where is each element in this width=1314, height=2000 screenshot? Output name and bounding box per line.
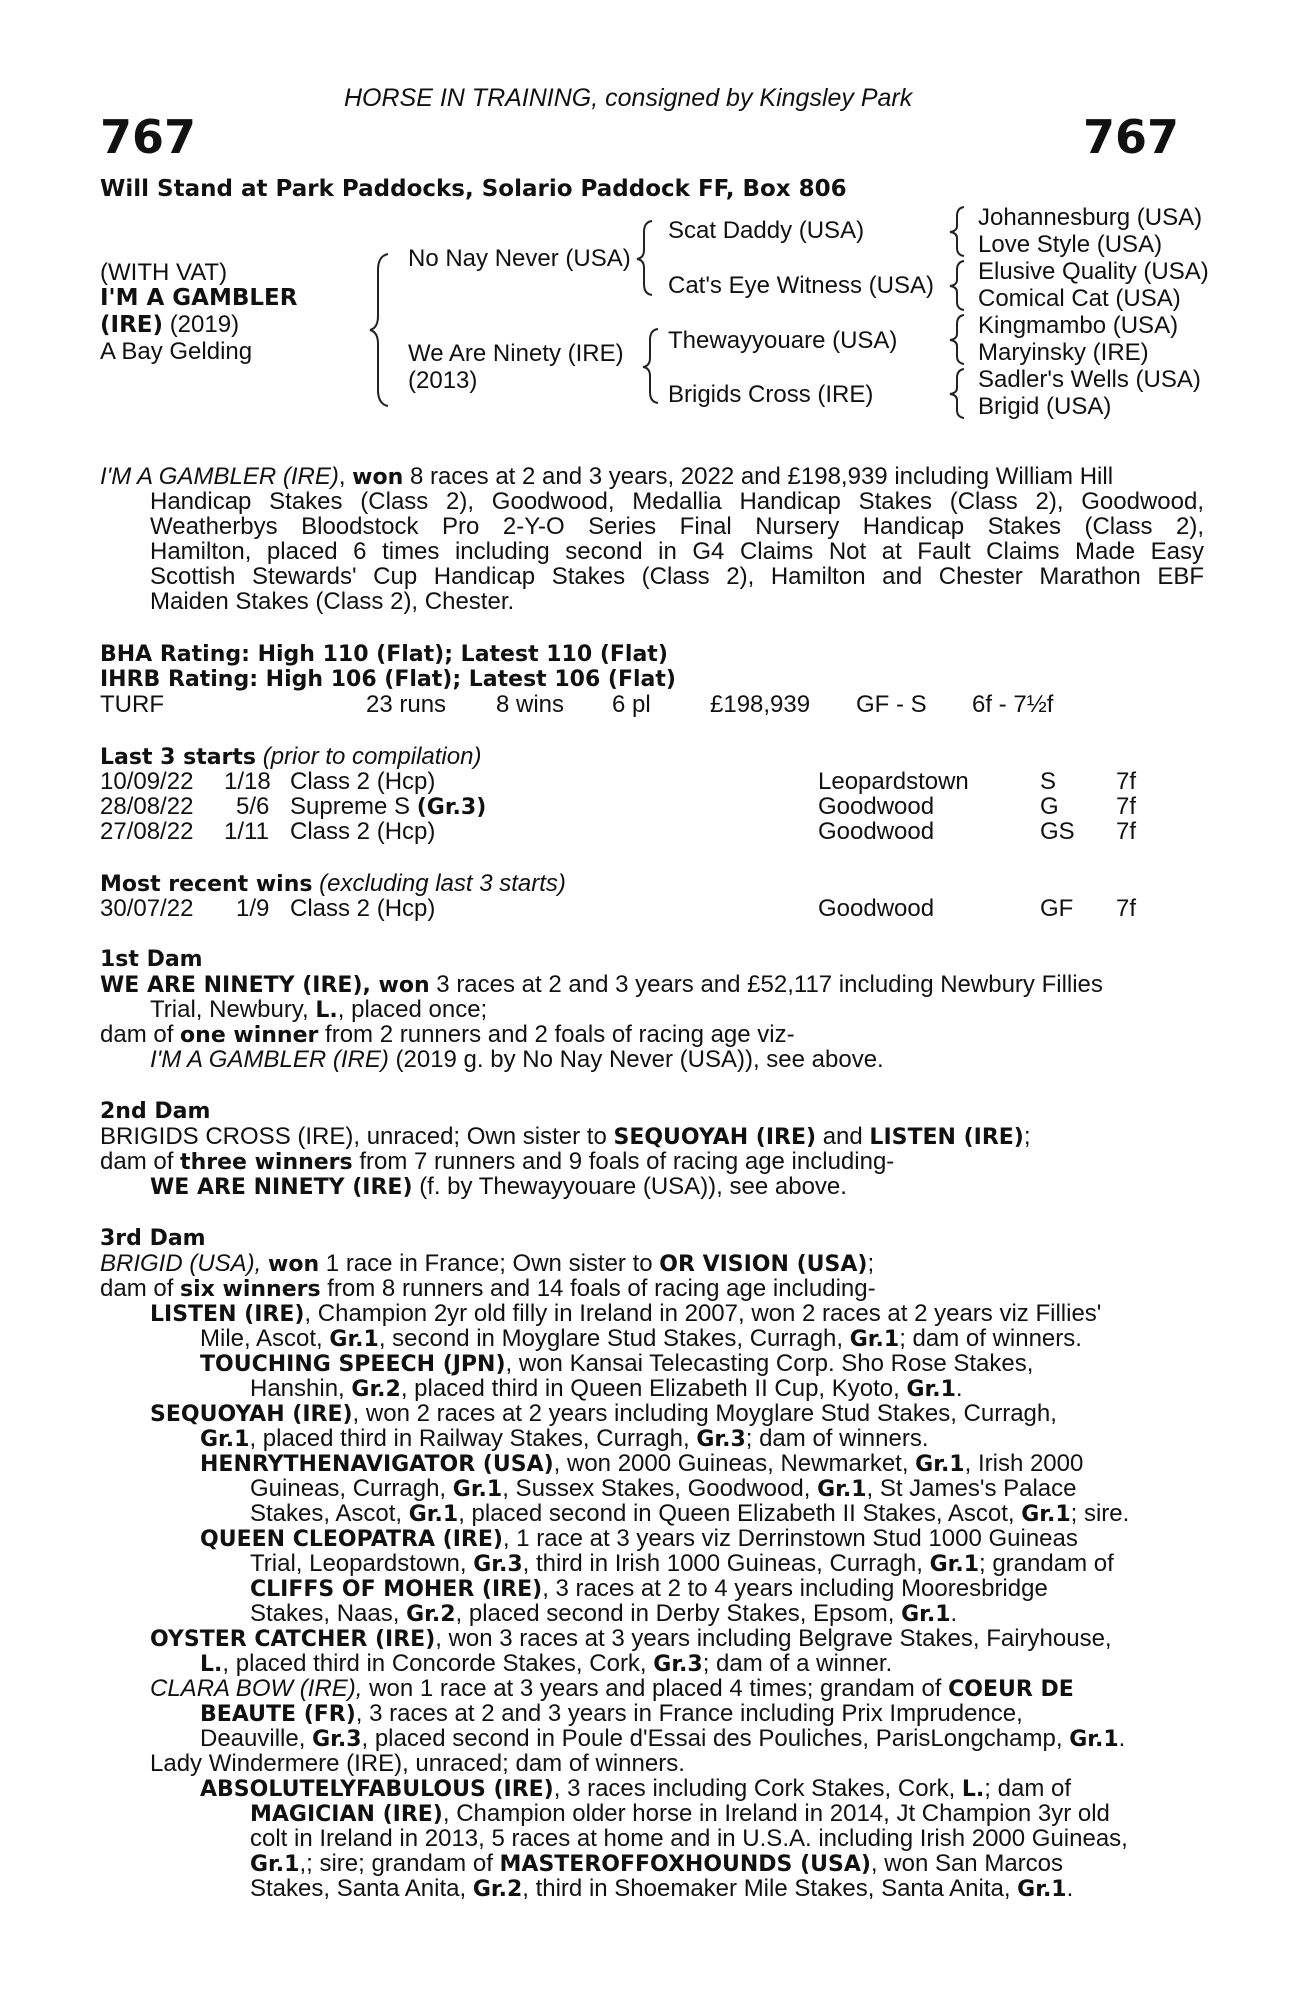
summary-horse-name: I'M A GAMBLER (IRE) — [100, 463, 339, 490]
pedigree-g1: Johannesburg (USA) — [978, 204, 1203, 231]
progeny-entry-cont: Stakes, Ascot, Gr.1, placed second in Queen Elizabeth II Stakes, Ascot, Gr.1; sire. — [250, 1500, 1130, 1527]
horse-name: I'M A GAMBLER — [100, 285, 298, 311]
progeny-entry-cont: Mile, Ascot, Gr.1, second in Moyglare Stud Stakes, Curragh, Gr.1; dam of winners. — [200, 1325, 1082, 1352]
pedigree-brace-g2 — [946, 258, 970, 313]
second-dam-line: dam of three winners from 7 runners and 9 foals of racing age including- — [100, 1148, 895, 1175]
pedigree-sire: No Nay Never (USA) — [408, 245, 631, 272]
turf-wins: 8 wins — [496, 691, 565, 718]
progeny-entry: TOUCHING SPEECH (JPN), won Kansai Telecasting Corp. Sho Rose Stakes, — [200, 1350, 1034, 1377]
pedigree-dam-dam: Brigids Cross (IRE) — [668, 381, 874, 408]
lot-number-right: 767 — [1083, 110, 1180, 164]
horse-suffix: (IRE) — [100, 312, 164, 338]
progeny-entry-cont: Deauville, Gr.3, placed second in Poule d'Essai des Pouliches, ParisLongchamp, Gr.1. — [200, 1725, 1126, 1752]
turf-earnings: £198,939 — [710, 691, 811, 718]
progeny-entry: QUEEN CLEOPATRA (IRE), 1 race at 3 years viz Derrinstown Stud 1000 Guineas — [200, 1525, 1078, 1552]
progeny-entry-cont: BEAUTE (FR), 3 races at 2 and 3 years in France including Prix Imprudence, — [200, 1700, 1023, 1727]
progeny-entry: CLARA BOW (IRE), won 1 race at 3 years and placed 4 times; grandam of COEUR DE — [150, 1675, 1074, 1702]
pedigree-g5: Kingmambo (USA) — [978, 312, 1179, 339]
pedigree-g8: Brigid (USA) — [978, 393, 1112, 420]
progeny-entry-cont: Trial, Leopardstown, Gr.3, third in Irish 1000 Guineas, Curragh, Gr.1; grandam of — [250, 1550, 1114, 1577]
progeny-entry: ABSOLUTELYFABULOUS (IRE), 3 races including Cork Stakes, Cork, L.; dam of — [200, 1775, 1072, 1802]
progeny-entry-cont: L., placed third in Concorde Stakes, Cork, Gr.3; dam of a winner. — [200, 1650, 893, 1677]
last-starts-heading: Last 3 starts (prior to compilation) — [100, 743, 482, 770]
progeny-entry-cont: Hanshin, Gr.2, placed third in Queen Elizabeth II Cup, Kyoto, Gr.1. — [250, 1375, 963, 1402]
first-dam-line: WE ARE NINETY (IRE), won 3 races at 2 and 3 years and £52,117 including Newbury Fillies — [100, 971, 1103, 998]
pedigree-brace-sire — [634, 218, 658, 298]
third-dam-heading: 3rd Dam — [100, 1226, 206, 1251]
summary-line-5: Scottish Stewards' Cup Handicap Stakes (Class 2), Hamilton and Chester Marathon EBF — [150, 563, 1204, 590]
pedigree-g6: Maryinsky (IRE) — [978, 339, 1149, 366]
first-dam-line: dam of one winner from 2 runners and 2 foals of racing age viz- — [100, 1021, 795, 1048]
pedigree-brace-g1 — [946, 204, 970, 259]
vat-label: (WITH VAT) — [100, 259, 228, 286]
progeny-entry: Lady Windermere (IRE), unraced; dam of winners. — [150, 1750, 685, 1777]
last-start-row: 27/08/22 1/11 Class 2 (Hcp) Goodwood GS 7f — [100, 818, 1137, 845]
pedigree-g2: Love Style (USA) — [978, 231, 1163, 258]
pedigree-brace-main — [366, 250, 396, 410]
summary-line-3: Weatherbys Bloodstock Pro 2-Y-O Series Final Nursery Handicap Stakes (Class 2), — [150, 513, 1204, 540]
progeny-entry: OYSTER CATCHER (IRE), won 3 races at 3 years including Belgrave Stakes, Fairyhouse, — [150, 1625, 1112, 1652]
second-dam-progeny: WE ARE NINETY (IRE) (f. by Thewayyouare (USA)), see above. — [150, 1173, 847, 1200]
recent-win-row: 30/07/22 1/9 Class 2 (Hcp) Goodwood GF 7f — [100, 895, 1137, 922]
progeny-entry: MAGICIAN (IRE), Champion older horse in Ireland in 2014, Jt Champion 3yr old — [250, 1800, 1110, 1827]
summary-line-1: 8 races at 2 and 3 years, 2022 and £198,939 including William Hill — [409, 463, 1114, 490]
progeny-entry-cont: Gr.1, placed third in Railway Stakes, Curragh, Gr.3; dam of winners. — [200, 1425, 929, 1452]
pedigree-sire-dam: Cat's Eye Witness (USA) — [668, 272, 934, 299]
turf-runs: 23 runs — [366, 691, 447, 718]
pedigree-dam: We Are Ninety (IRE) — [408, 340, 624, 367]
progeny-entry: CLIFFS OF MOHER (IRE), 3 races at 2 to 4 years including Mooresbridge — [250, 1575, 1048, 1602]
last-start-row: 28/08/22 5/6 Supreme S (Gr.3) Goodwood G 7f — [100, 793, 1137, 820]
progeny-entry: LISTEN (IRE), Champion 2yr old filly in Ireland in 2007, won 2 races at 2 years viz Fillies' — [150, 1300, 1102, 1327]
bha-rating: BHA Rating: High 110 (Flat); Latest 110 (Flat) — [100, 642, 668, 667]
third-dam-line: BRIGID (USA), won 1 race in France; Own sister to OR VISION (USA); — [100, 1250, 875, 1277]
second-dam-heading: 2nd Dam — [100, 1099, 211, 1124]
progeny-entry-cont: Stakes, Santa Anita, Gr.2, third in Shoemaker Mile Stakes, Santa Anita, Gr.1. — [250, 1875, 1074, 1902]
pedigree-dam-year: (2013) — [408, 367, 478, 394]
second-dam-line: BRIGIDS CROSS (IRE), unraced; Own sister to SEQUOYAH (IRE) and LISTEN (IRE); — [100, 1123, 1031, 1150]
progeny-entry-cont: colt in Ireland in 2013, 5 races at home and in U.S.A. including Irish 2000 Guineas, — [250, 1825, 1128, 1852]
pedigree-g3: Elusive Quality (USA) — [978, 258, 1209, 285]
ihrb-rating: IHRB Rating: High 106 (Flat); Latest 106 (Flat) — [100, 667, 676, 692]
first-dam-progeny: I'M A GAMBLER (IRE) (2019 g. by No Nay Never (USA)), see above. — [150, 1046, 884, 1073]
turf-going: GF - S — [856, 691, 927, 718]
pedigree-g4: Comical Cat (USA) — [978, 285, 1181, 312]
summary-line-2: Handicap Stakes (Class 2), Goodwood, Medallia Handicap Stakes (Class 2), Goodwood, — [150, 488, 1204, 515]
progeny-entry-cont: Stakes, Naas, Gr.2, placed second in Derby Stakes, Epsom, Gr.1. — [250, 1600, 958, 1627]
first-dam-line: Trial, Newbury, L., placed once; — [150, 996, 488, 1023]
pedigree-brace-dam — [640, 326, 664, 406]
summary-line-6: Maiden Stakes (Class 2), Chester. — [150, 588, 515, 615]
horse-year: (2019) — [169, 311, 240, 338]
turf-record — [0, 692, 1314, 717]
lot-number-left: 767 — [100, 110, 197, 164]
progeny-entry: HENRYTHENAVIGATOR (USA), won 2000 Guineas, Newmarket, Gr.1, Irish 2000 — [200, 1450, 1084, 1477]
turf-placed: 6 pl — [612, 691, 651, 718]
first-dam-heading: 1st Dam — [100, 947, 203, 972]
pedigree-dam-sire: Thewayyouare (USA) — [668, 327, 898, 354]
progeny-entry-cont: Gr.1,; sire; grandam of MASTEROFFOXHOUNDS (USA), won San Marcos — [250, 1850, 1064, 1877]
stabling-line: Will Stand at Park Paddocks, Solario Paddock FF, Box 806 — [100, 176, 847, 202]
summary-won: won — [352, 465, 404, 490]
recent-wins-heading: Most recent wins (excluding last 3 starts) — [100, 870, 566, 897]
horse-description: A Bay Gelding — [100, 338, 253, 365]
progeny-entry: SEQUOYAH (IRE), won 2 races at 2 years including Moyglare Stud Stakes, Curragh, — [150, 1400, 1057, 1427]
pedigree-brace-g4 — [946, 366, 970, 421]
third-dam-line: dam of six winners from 8 runners and 14 foals of racing age including- — [100, 1275, 876, 1302]
pedigree-brace-g3 — [946, 312, 970, 367]
pedigree-sire-sire: Scat Daddy (USA) — [668, 217, 865, 244]
pedigree-g7: Sadler's Wells (USA) — [978, 366, 1201, 393]
consignor-line: HORSE IN TRAINING, consigned by Kingsley Park — [344, 84, 913, 112]
summary-line-4: Hamilton, placed 6 times including second in G4 Claims Not at Fault Claims Made Easy — [150, 538, 1204, 565]
last-start-row: 10/09/22 1/18 Class 2 (Hcp) Leopardstown S 7f — [100, 768, 1137, 795]
turf-surface: TURF — [100, 691, 164, 718]
turf-distance: 6f - 7½f — [972, 691, 1054, 718]
progeny-entry-cont: Guineas, Curragh, Gr.1, Sussex Stakes, Goodwood, Gr.1, St James's Palace — [250, 1475, 1077, 1502]
